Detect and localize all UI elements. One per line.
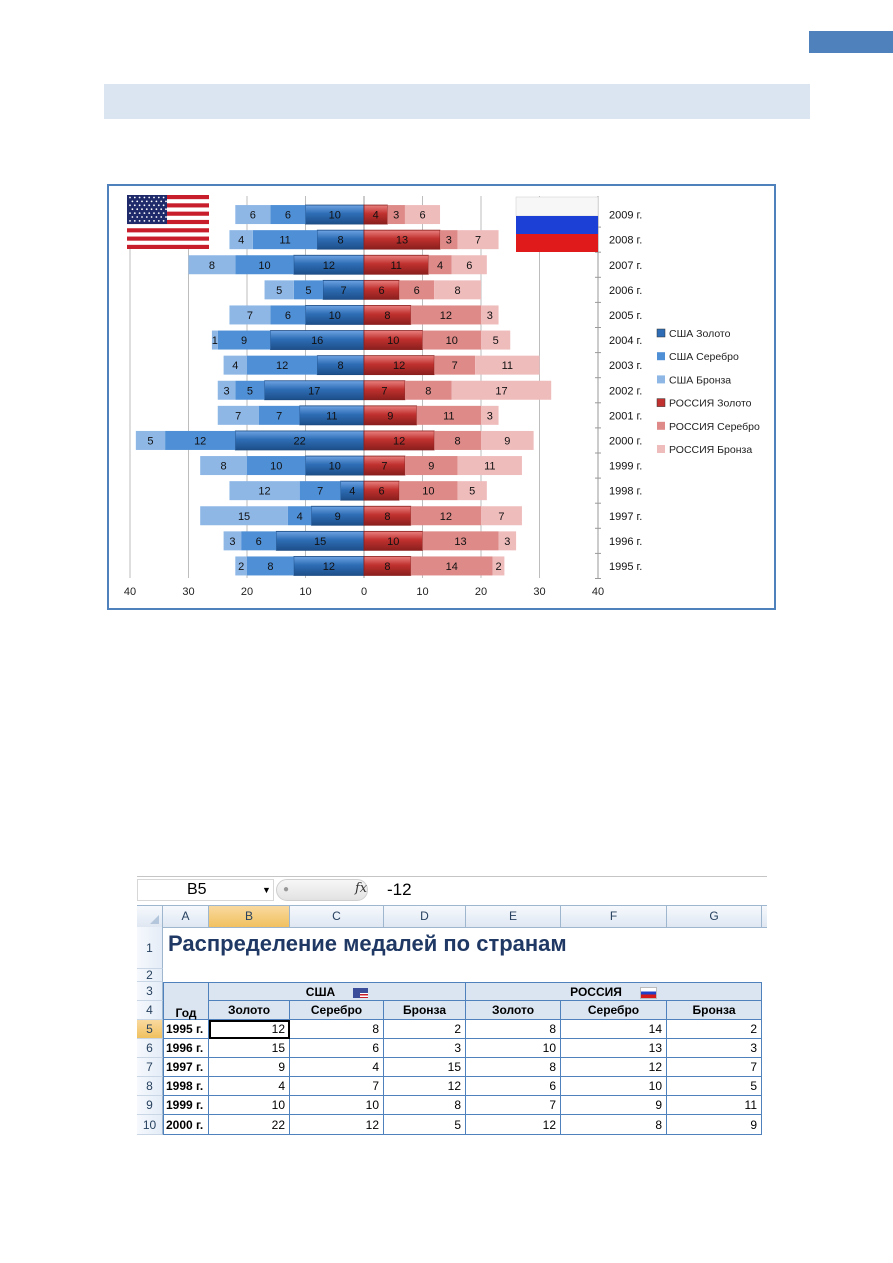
row-header[interactable]: 4 (137, 1001, 163, 1020)
column-header-c[interactable]: C (290, 906, 384, 927)
flag-star (144, 212, 146, 214)
data-label: 3 (486, 309, 493, 322)
data-label: 3 (393, 209, 400, 222)
usa-flag-mini-icon (353, 988, 368, 998)
data-cell[interactable]: 13 (561, 1039, 667, 1058)
y-tick-label: 1995 г. (609, 560, 643, 573)
flag-star (129, 197, 131, 199)
russia-flag-mini-icon (640, 987, 657, 999)
data-label: 8 (267, 560, 274, 573)
data-cell[interactable]: 4 (209, 1077, 290, 1096)
y-tick-label: 2001 г. (609, 410, 643, 423)
legend-swatch (657, 375, 665, 383)
data-label: 5 (147, 435, 154, 448)
data-label: 7 (317, 485, 324, 498)
data-label: 5 (492, 335, 499, 348)
header-accent-tab (809, 31, 893, 53)
data-label: 3 (229, 535, 236, 548)
russia-flag-icon (516, 197, 598, 252)
data-label: 9 (504, 435, 511, 448)
data-label: 2 (495, 560, 502, 573)
data-label: 12 (322, 560, 336, 573)
data-cell[interactable]: 15 (209, 1039, 290, 1058)
data-label: 9 (387, 410, 394, 423)
formula-pill (276, 879, 368, 901)
year-cell[interactable]: 1999 г. (163, 1096, 209, 1115)
data-label: 7 (381, 385, 388, 398)
chart-canvas (109, 186, 774, 608)
row-header[interactable]: 1 (137, 927, 163, 969)
data-cell[interactable]: 12 (290, 1115, 384, 1135)
data-label: 3 (486, 410, 493, 423)
flag-star (136, 208, 138, 210)
y-tick-label: 2006 г. (609, 284, 643, 297)
legend-label: РОССИЯ Бронза (669, 444, 753, 456)
flag-star (132, 208, 134, 210)
row-header[interactable]: 2 (137, 969, 163, 982)
data-cell[interactable]: 3 (667, 1039, 762, 1058)
data-label: 12 (194, 435, 207, 448)
flag-star (146, 201, 148, 203)
flag-star (163, 212, 165, 214)
data-label: 4 (349, 485, 356, 498)
data-label: 10 (270, 460, 283, 473)
usa-flag-icon (127, 195, 209, 249)
column-header-b[interactable]: B (209, 906, 290, 927)
data-label: 7 (381, 460, 388, 473)
data-label: 8 (454, 435, 461, 448)
data-cell[interactable]: 22 (209, 1115, 290, 1135)
data-label: 10 (387, 535, 400, 548)
data-label: 1 (211, 335, 218, 348)
name-box-value: B5 (187, 881, 207, 898)
data-label: 8 (337, 360, 344, 373)
flag-star (134, 212, 136, 214)
flag-star (148, 204, 150, 206)
flag-stripe (127, 237, 209, 241)
data-cell[interactable]: 15 (384, 1058, 466, 1077)
data-label: 5 (305, 284, 312, 297)
data-label: 12 (439, 309, 453, 322)
data-label: 5 (246, 385, 253, 398)
column-header-f[interactable]: F (561, 906, 667, 927)
flag-star (134, 220, 136, 222)
row-header[interactable]: 6 (137, 1039, 163, 1058)
data-cell[interactable]: 9 (561, 1096, 667, 1115)
sheet-title[interactable]: Распределение медалей по странам (168, 931, 567, 956)
data-label: 8 (454, 284, 461, 297)
flag-star (148, 212, 150, 214)
data-cell[interactable]: 5 (667, 1077, 762, 1096)
data-label: 8 (337, 234, 344, 247)
sub-header-cell[interactable]: Бронза (384, 1001, 466, 1020)
column-header-e[interactable]: E (466, 906, 561, 927)
flag-stripe (127, 228, 209, 232)
year-cell[interactable]: 1996 г. (163, 1039, 209, 1058)
flag-star (158, 197, 160, 199)
chart-legend (657, 328, 760, 456)
data-cell[interactable]: 10 (290, 1096, 384, 1115)
flag-star (151, 208, 153, 210)
flag-star (141, 216, 143, 218)
data-cell[interactable]: 8 (466, 1020, 561, 1039)
flag-star (158, 220, 160, 222)
data-label: 6 (378, 284, 385, 297)
data-cell[interactable]: 2 (667, 1020, 762, 1039)
bar-layer (136, 205, 551, 575)
data-label: 4 (296, 510, 303, 523)
data-label: 10 (258, 259, 271, 272)
data-label: 12 (392, 435, 406, 448)
data-label: 8 (220, 460, 227, 473)
data-label: 10 (445, 335, 458, 348)
flag-star (144, 220, 146, 222)
flag-star (156, 201, 158, 203)
data-label: 10 (328, 460, 341, 473)
flag-star (165, 208, 167, 210)
y-tick-label: 2003 г. (609, 360, 643, 373)
data-label: 9 (241, 335, 248, 348)
data-cell[interactable]: 6 (466, 1077, 561, 1096)
data-cell[interactable]: 8 (384, 1096, 466, 1115)
y-tick-label: 2004 г. (609, 335, 643, 348)
legend-label: США Золото (669, 328, 731, 340)
data-cell[interactable]: 8 (290, 1020, 384, 1039)
x-tick-label: 10 (299, 586, 312, 598)
flag-star (156, 208, 158, 210)
data-label: 11 (443, 410, 455, 423)
x-tick-label: 10 (416, 586, 429, 598)
year-cell[interactable]: 1995 г. (163, 1020, 209, 1039)
data-cell[interactable]: 2 (384, 1020, 466, 1039)
data-label: 6 (413, 284, 420, 297)
flag-star (129, 212, 131, 214)
data-label: 22 (293, 435, 306, 448)
data-label: 16 (311, 335, 324, 348)
data-label: 3 (504, 535, 511, 548)
row-header[interactable]: 9 (137, 1096, 163, 1115)
data-label: 2 (238, 560, 245, 573)
formula-input[interactable]: -12 (387, 880, 412, 899)
data-label: 8 (425, 385, 432, 398)
data-label: 11 (279, 234, 291, 247)
title-band (104, 84, 810, 119)
flag-star (156, 216, 158, 218)
medal-chart (107, 184, 776, 610)
data-label: 12 (275, 360, 289, 373)
flag-star (160, 208, 162, 210)
flag-star (139, 204, 141, 206)
data-cell[interactable]: 11 (667, 1096, 762, 1115)
data-label: 5 (469, 485, 476, 498)
column-header-row (137, 906, 767, 928)
data-label: 3 (445, 234, 452, 247)
row-header[interactable]: 8 (137, 1077, 163, 1096)
flag-star (139, 212, 141, 214)
flag-star (134, 197, 136, 199)
data-cell[interactable]: 6 (290, 1039, 384, 1058)
flag-star (165, 216, 167, 218)
sub-header-cell[interactable]: Бронза (667, 1001, 762, 1020)
flag-star (132, 201, 134, 203)
legend-swatch (657, 422, 665, 430)
data-label: 8 (208, 259, 215, 272)
data-label: 13 (395, 234, 409, 247)
data-label: 12 (392, 360, 406, 373)
flag-star (129, 220, 131, 222)
data-label: 9 (428, 460, 435, 473)
column-header-d[interactable]: D (384, 906, 466, 927)
data-label: 9 (334, 510, 341, 523)
data-label: 10 (422, 485, 435, 498)
data-label: 7 (235, 410, 242, 423)
y-tick-label: 1997 г. (609, 510, 643, 523)
data-cell[interactable]: 4 (290, 1058, 384, 1077)
data-cell[interactable]: 7 (290, 1077, 384, 1096)
data-cell[interactable]: 8 (561, 1115, 667, 1135)
select-all-button[interactable] (137, 906, 163, 927)
flag-star (163, 197, 165, 199)
row-header[interactable]: 10 (137, 1115, 163, 1135)
data-label: 7 (340, 284, 347, 297)
y-tick-label: 2008 г. (609, 234, 643, 247)
data-cell[interactable]: 8 (466, 1058, 561, 1077)
data-cell[interactable]: 10 (209, 1096, 290, 1115)
russia-group-header[interactable] (466, 982, 762, 1001)
data-label: 4 (238, 234, 245, 247)
legend-label: США Бронза (669, 374, 732, 387)
legend-swatch (657, 445, 665, 453)
x-tick-label: 0 (360, 586, 368, 598)
x-tick-layer (124, 586, 604, 598)
flag-star (129, 204, 131, 206)
data-label: 4 (372, 209, 379, 222)
formula-bar (137, 876, 767, 906)
data-label: 12 (439, 510, 453, 523)
flag-star (153, 212, 155, 214)
flag-star (136, 201, 138, 203)
x-tick-label: 40 (591, 586, 605, 598)
data-cell[interactable]: 7 (466, 1096, 561, 1115)
flag-stripe (127, 245, 209, 249)
x-tick-label: 20 (474, 586, 488, 598)
function-icon[interactable]: fx (355, 881, 368, 896)
data-label: 7 (451, 360, 458, 373)
data-label: 11 (484, 460, 496, 473)
data-label: 13 (454, 535, 467, 548)
data-label: 8 (384, 510, 391, 523)
data-cell[interactable]: 12 (466, 1115, 561, 1135)
legend-swatch (657, 352, 665, 360)
data-label: 3 (223, 385, 230, 398)
data-label: 7 (276, 410, 283, 423)
y-tick-label: 2009 г. (609, 209, 643, 222)
flag-star (151, 216, 153, 218)
year-cell[interactable]: 1998 г. (163, 1077, 209, 1096)
legend-swatch (657, 329, 665, 337)
sub-header-cell[interactable]: Серебро (561, 1001, 667, 1020)
name-box[interactable] (137, 879, 274, 901)
legend-label: РОССИЯ Серебро (669, 420, 760, 433)
data-label: 15 (314, 535, 327, 548)
y-tick-label: 2002 г. (609, 385, 643, 398)
data-label: 12 (322, 259, 336, 272)
data-label: 5 (276, 284, 283, 297)
data-cell[interactable]: 10 (561, 1077, 667, 1096)
flag-star (136, 216, 138, 218)
row-header[interactable]: 5 (137, 1020, 163, 1039)
flag-star (153, 220, 155, 222)
data-label: 6 (466, 259, 473, 272)
flag-star (153, 197, 155, 199)
flag-star (144, 204, 146, 206)
data-label: 4 (436, 259, 444, 272)
data-label: 17 (308, 385, 321, 398)
data-cell[interactable]: 12 (384, 1077, 466, 1096)
year-tick-layer (595, 210, 642, 579)
column-header-a[interactable]: A (163, 906, 209, 927)
flag-star (139, 220, 141, 222)
data-label: 6 (419, 209, 426, 222)
flag-star (146, 208, 148, 210)
data-label: 10 (387, 335, 400, 348)
chevron-down-icon[interactable]: ▼ (262, 885, 271, 895)
data-label: 6 (255, 535, 262, 548)
flag-star (158, 212, 160, 214)
data-label: 10 (328, 309, 341, 322)
row-header[interactable]: 3 (137, 982, 163, 1001)
data-label: 6 (284, 309, 292, 322)
flag-star (160, 216, 162, 218)
data-cell[interactable]: 7 (667, 1058, 762, 1077)
flag-star (134, 204, 136, 206)
y-tick-label: 2007 г. (609, 259, 643, 272)
data-label: 15 (237, 510, 251, 523)
flag-star (163, 220, 165, 222)
data-label: 11 (326, 410, 338, 423)
data-label: 11 (501, 360, 514, 373)
flag-star (163, 204, 165, 206)
data-label: 6 (284, 209, 292, 222)
data-label: 14 (445, 560, 458, 573)
data-label: 12 (258, 485, 271, 498)
data-cell[interactable]: 9 (667, 1115, 762, 1135)
sub-header-cell[interactable]: Золото (209, 1001, 290, 1020)
flag-star (139, 197, 141, 199)
data-label: 7 (475, 234, 482, 247)
flag-star (141, 201, 143, 203)
spreadsheet-view (137, 876, 767, 1138)
y-tick-label: 1996 г. (609, 535, 643, 548)
data-cell[interactable]: 14 (561, 1020, 667, 1039)
flag-star (132, 216, 134, 218)
legend-label: РОССИЯ Золото (669, 397, 752, 410)
data-label: 17 (495, 385, 508, 398)
x-tick-label: 40 (123, 586, 137, 598)
flag-star (146, 216, 148, 218)
flag-star (151, 201, 153, 203)
data-label: 4 (232, 360, 239, 373)
resize-dot-icon[interactable]: ● (283, 884, 290, 895)
flag-star (158, 204, 160, 206)
x-tick-label: 30 (182, 586, 195, 598)
flag-star (148, 197, 150, 199)
year-cell[interactable]: 2000 г. (163, 1115, 209, 1135)
data-cell[interactable]: 12 (209, 1020, 290, 1039)
data-cell[interactable]: 10 (466, 1039, 561, 1058)
x-tick-label: 30 (533, 586, 546, 598)
column-header-g[interactable]: G (667, 906, 762, 927)
data-label: 10 (328, 209, 341, 222)
data-label: 6 (378, 485, 385, 498)
sub-header-cell[interactable]: Серебро (290, 1001, 384, 1020)
year-header-cell[interactable]: Год (163, 982, 209, 1020)
legend-swatch (657, 399, 665, 407)
x-tick-label: 20 (240, 586, 254, 598)
y-tick-label: 2005 г. (609, 309, 643, 322)
russia-group-label: РОССИЯ (570, 985, 622, 999)
flag-star (148, 220, 150, 222)
flag-star (141, 208, 143, 210)
legend-label: США Серебро (669, 351, 739, 364)
data-cell[interactable]: 9 (209, 1058, 290, 1077)
flag-star (165, 201, 167, 203)
sub-header-cell[interactable]: Золото (466, 1001, 561, 1020)
y-tick-label: 1998 г. (609, 485, 643, 498)
flag-star (144, 197, 146, 199)
flag-star (160, 201, 162, 203)
data-cell[interactable]: 12 (561, 1058, 667, 1077)
data-cell[interactable]: 3 (384, 1039, 466, 1058)
data-cell[interactable]: 5 (384, 1115, 466, 1135)
usa-group-label: США (305, 985, 336, 999)
data-label: 6 (249, 209, 256, 222)
y-tick-label: 2000 г. (609, 435, 643, 448)
data-label: 7 (246, 309, 253, 322)
flag-star (153, 204, 155, 206)
usa-group-header[interactable] (209, 982, 466, 1001)
y-tick-label: 1999 г. (609, 460, 643, 473)
year-cell[interactable]: 1997 г. (163, 1058, 209, 1077)
data-label: 11 (390, 259, 402, 272)
data-label: 8 (384, 309, 391, 322)
row-header[interactable]: 7 (137, 1058, 163, 1077)
data-label: 7 (498, 510, 505, 523)
data-label: 8 (384, 560, 391, 573)
